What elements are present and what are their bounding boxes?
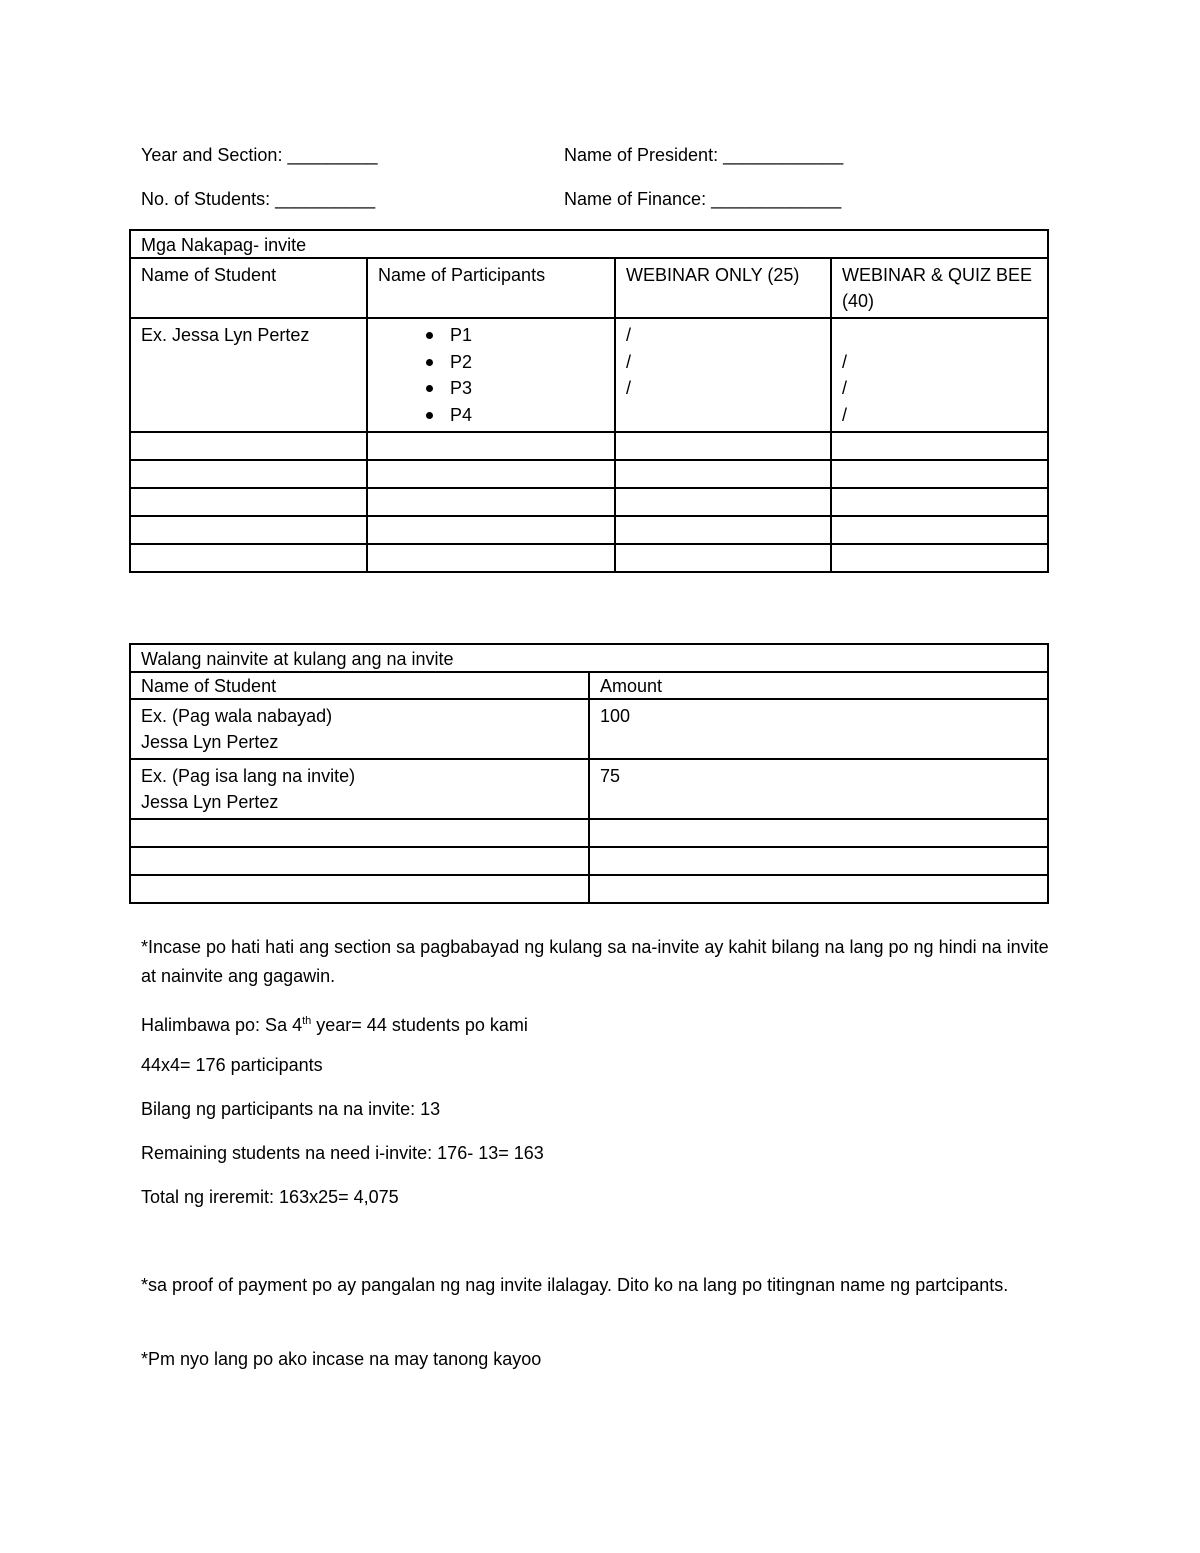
check-mark: / <box>626 351 632 372</box>
example-label: Ex. (Pag isa lang na invite) <box>141 766 356 786</box>
students-count-field: No. of Students: __________ <box>141 189 376 209</box>
table-row <box>130 432 1048 460</box>
proof-note <box>141 1271 1051 1300</box>
webinar-marks-cell <box>615 318 831 432</box>
col-header-quiz: WEBINAR & QUIZ BEE (40) <box>831 258 1048 318</box>
table-row <box>130 516 1048 544</box>
calc-line-1: 44x4= 176 participants <box>141 1055 323 1075</box>
invited-table <box>129 229 1049 573</box>
table-row <box>130 819 1048 847</box>
not-invited-table-title: Walang nainvite at kulang ang na invite <box>130 644 1048 672</box>
col-header-student: Name of Student <box>130 672 589 699</box>
example-prefix: Halimbawa po: Sa 4 <box>141 1015 303 1035</box>
check-mark: / <box>842 404 848 425</box>
example-name: Jessa Lyn Pertez <box>141 792 279 812</box>
example-amount: 75 <box>589 759 1048 819</box>
col-header-webinar: WEBINAR ONLY (25) <box>615 258 831 318</box>
list-item: P2 <box>378 349 604 376</box>
not-invited-table <box>129 643 1049 904</box>
col-header-amount: Amount <box>589 672 1048 699</box>
example-name: Jessa Lyn Pertez <box>141 732 279 752</box>
check-mark: / <box>626 378 632 398</box>
incase-text: *Incase po hati hati ang section sa pagbabayad ng kulang sa na-invite ay kahit bilang na lang po ng hindi na invite at nainvite ang gagawin. <box>141 937 1049 986</box>
check-mark: / <box>842 378 848 398</box>
table-row <box>130 544 1048 572</box>
proof-text: *sa proof of payment po ay pangalan ng nag invite ilalagay. Dito ko na lang po titingnan name ng partcipants. <box>141 1275 1009 1295</box>
example-note <box>141 1007 1051 1040</box>
example-label: Ex. (Pag wala nabayad) <box>141 706 333 726</box>
list-item: P3 <box>378 375 604 402</box>
participants-cell <box>367 318 615 432</box>
quiz-marks-cell <box>831 318 1048 432</box>
list-item: P4 <box>378 402 604 429</box>
col-header-student: Name of Student <box>130 258 367 318</box>
invited-table-title: Mga Nakapag- invite <box>130 230 1048 258</box>
finance-field: Name of Finance: _____________ <box>564 189 842 209</box>
table-row <box>130 488 1048 516</box>
participants-list <box>378 322 604 428</box>
list-item: P1 <box>378 322 604 349</box>
example-sup: th <box>302 1015 312 1027</box>
example-amount: 100 <box>589 699 1048 759</box>
check-mark: / <box>842 351 848 372</box>
example-suffix: year= 44 students po kami <box>311 1015 528 1035</box>
calc-line-3: Remaining students na need i-invite: 176- 13= 163 <box>141 1143 544 1163</box>
example-row-2 <box>130 759 589 819</box>
table-row <box>130 875 1048 903</box>
example-student-name: Ex. Jessa Lyn Pertez <box>130 318 367 432</box>
year-section-field: Year and Section: _________ <box>141 145 378 165</box>
calc-line-2: Bilang ng participants na na invite: 13 <box>141 1099 441 1119</box>
col-header-participants: Name of Participants <box>367 258 615 318</box>
table-row <box>130 847 1048 875</box>
table-row <box>130 460 1048 488</box>
incase-note <box>141 933 1051 991</box>
calc-line-4: Total ng ireremit: 163x25= 4,075 <box>141 1187 399 1207</box>
check-mark: / <box>626 325 632 345</box>
pm-note: *Pm nyo lang po ako incase na may tanong kayoo <box>141 1349 542 1369</box>
president-field: Name of President: ____________ <box>564 145 844 165</box>
example-row-1 <box>130 699 589 759</box>
